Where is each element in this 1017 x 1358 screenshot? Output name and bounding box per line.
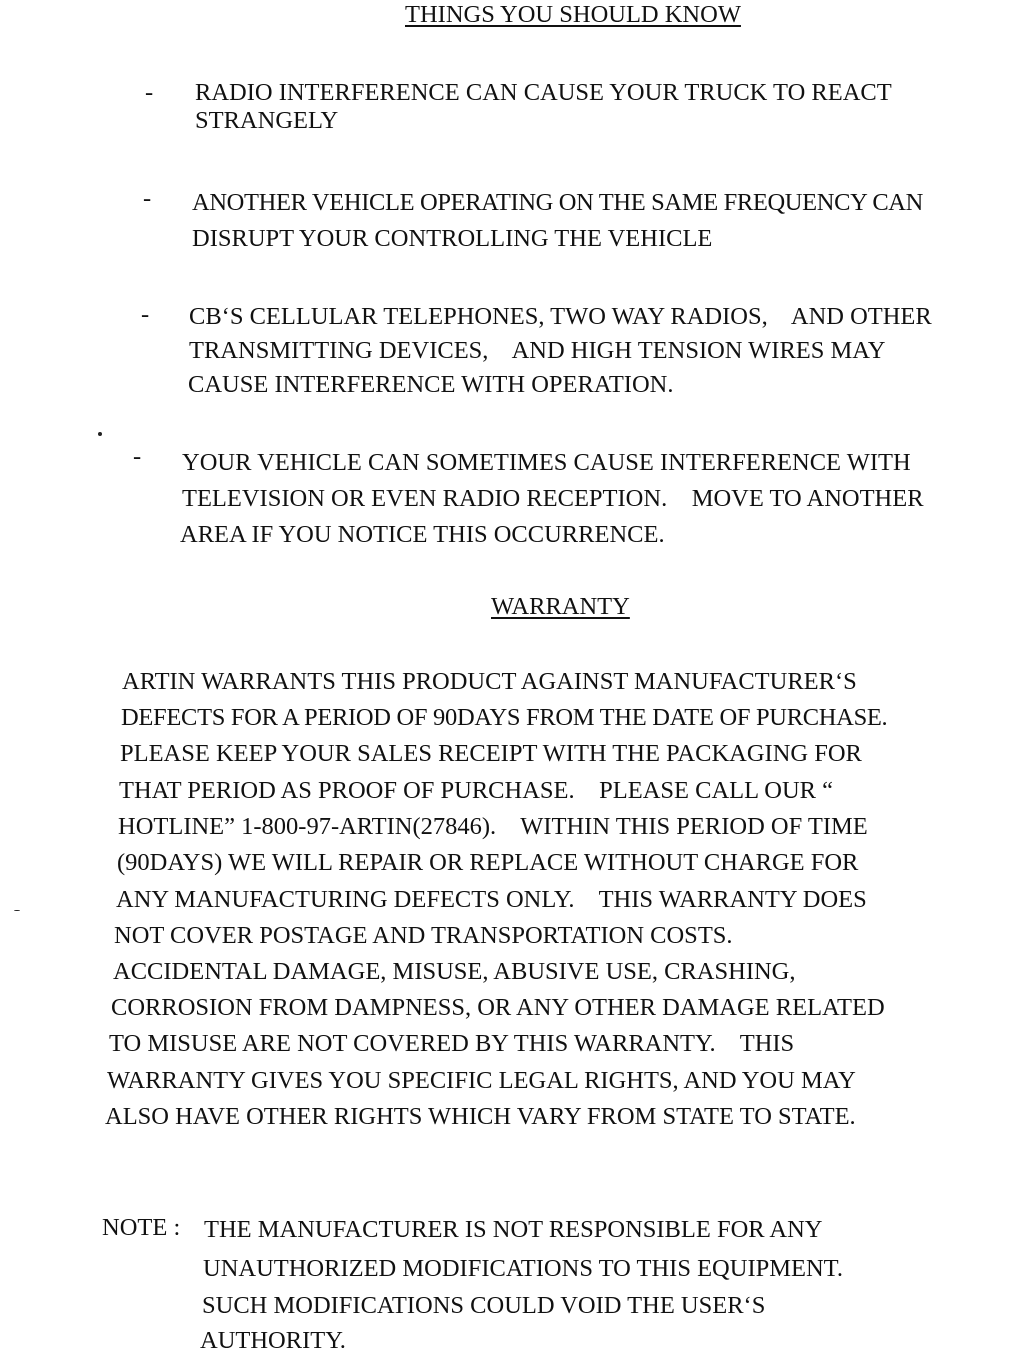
bullet-line: TELEVISION OR EVEN RADIO RECEPTION. MOVE TO ANOTHER <box>182 485 924 512</box>
warranty-line: THAT PERIOD AS PROOF OF PURCHASE. PLEASE CALL OUR “ <box>119 777 834 804</box>
warranty-line: (90DAYS) WE WILL REPAIR OR REPLACE WITHOUT CHARGE FOR <box>117 849 859 876</box>
bullet-line: DISRUPT YOUR CONTROLLING THE VEHICLE <box>192 225 713 252</box>
bullet-line: ANOTHER VEHICLE OPERATING ON THE SAME FREQUENCY CAN <box>192 189 923 216</box>
note-line: AUTHORITY. <box>200 1327 346 1354</box>
scan-speck <box>98 432 102 436</box>
note-line: UNAUTHORIZED MODIFICATIONS TO THIS EQUIPMENT. <box>203 1255 843 1282</box>
warranty-line: ARTIN WARRANTS THIS PRODUCT AGAINST MANUFACTURER‘S <box>122 668 857 695</box>
bullet-dash: - <box>145 79 154 106</box>
warranty-line: CORROSION FROM DAMPNESS, OR ANY OTHER DAMAGE RELATED <box>111 994 885 1021</box>
bullet-dash: - <box>141 301 150 328</box>
bullet-line: RADIO INTERFERENCE CAN CAUSE YOUR TRUCK TO REACT <box>195 79 892 106</box>
warranty-line: ACCIDENTAL DAMAGE, MISUSE, ABUSIVE USE, CRASHING, <box>113 958 796 985</box>
warranty-line: NOT COVER POSTAGE AND TRANSPORTATION COSTS. <box>114 922 733 949</box>
things-you-should-know-heading: THINGS YOU SHOULD KNOW <box>405 1 741 28</box>
bullet-line: AREA IF YOU NOTICE THIS OCCURRENCE. <box>180 521 665 548</box>
bullet-line: CAUSE INTERFERENCE WITH OPERATION. <box>188 371 674 398</box>
bullet-dash: - <box>133 443 142 470</box>
warranty-line: DEFECTS FOR A PERIOD OF 90DAYS FROM THE DATE OF PURCHASE. <box>121 704 888 731</box>
scan-speck <box>14 910 20 911</box>
warranty-heading: WARRANTY <box>491 593 630 620</box>
bullet-dash: - <box>143 185 152 212</box>
warranty-line: WARRANTY GIVES YOU SPECIFIC LEGAL RIGHTS, AND YOU MAY <box>107 1067 856 1094</box>
warranty-line: ANY MANUFACTURING DEFECTS ONLY. THIS WARRANTY DOES <box>116 886 867 913</box>
warranty-line: HOTLINE” 1-800-97-ARTIN(27846). WITHIN THIS PERIOD OF TIME <box>118 813 868 840</box>
bullet-line: CB‘S CELLULAR TELEPHONES, TWO WAY RADIOS, AND OTHER <box>189 303 932 330</box>
warranty-line: TO MISUSE ARE NOT COVERED BY THIS WARRANTY. THIS <box>109 1030 795 1057</box>
note-line: THE MANUFACTURER IS NOT RESPONSIBLE FOR ANY <box>204 1216 823 1243</box>
warranty-line: PLEASE KEEP YOUR SALES RECEIPT WITH THE PACKAGING FOR <box>120 740 862 767</box>
note-line: SUCH MODIFICATIONS COULD VOID THE USER‘S <box>202 1292 766 1319</box>
bullet-line: YOUR VEHICLE CAN SOMETIMES CAUSE INTERFERENCE WITH <box>182 449 911 476</box>
note-label: NOTE : <box>102 1214 181 1241</box>
bullet-line: STRANGELY <box>195 107 339 134</box>
warranty-line: ALSO HAVE OTHER RIGHTS WHICH VARY FROM STATE TO STATE. <box>105 1103 856 1130</box>
bullet-line: TRANSMITTING DEVICES, AND HIGH TENSION WIRES MAY <box>189 337 886 364</box>
